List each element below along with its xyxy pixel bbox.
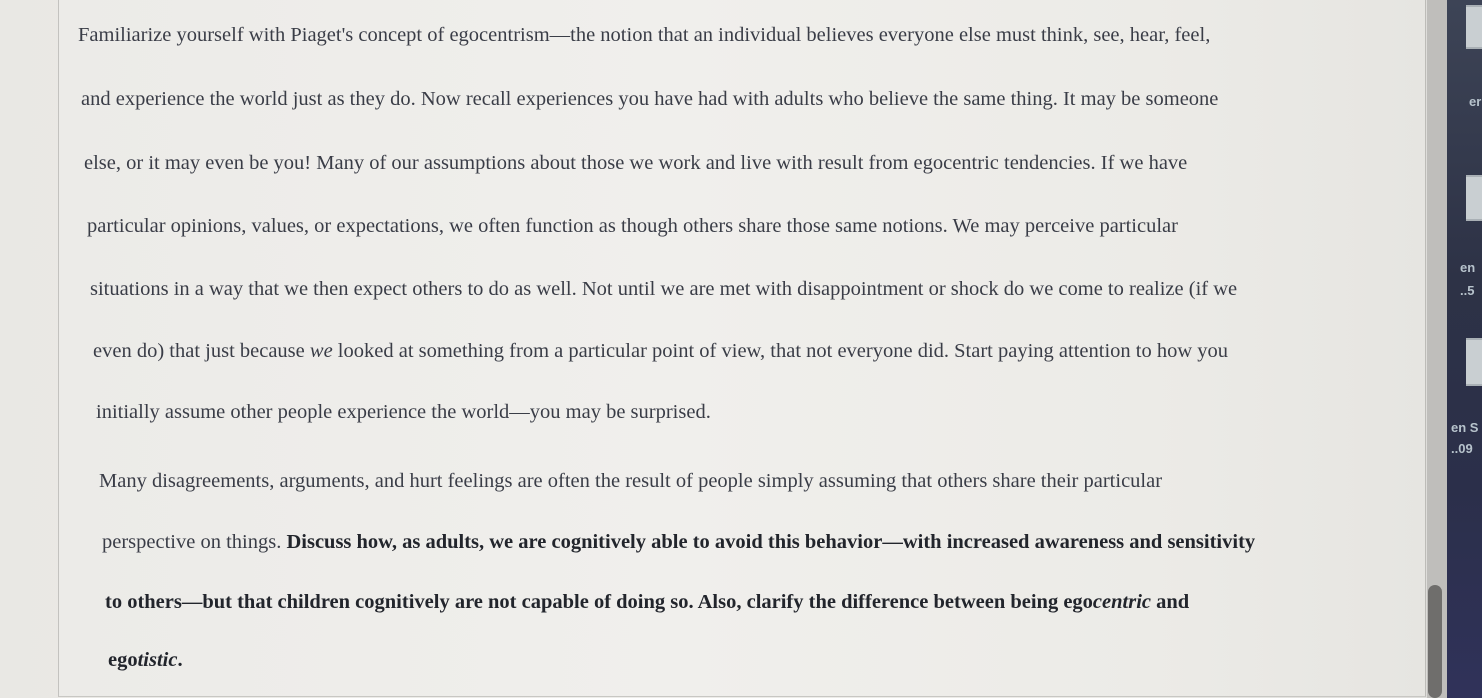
- scrollbar-thumb[interactable]: [1428, 585, 1442, 698]
- paragraph2-line3-bold: to others—but that children cognitively are not capable of doing so. Also, clarify the difference between being ego: [105, 591, 1093, 613]
- paragraph2-line1: Many disagreements, arguments, and hurt feelings are often the result of people simply assuming that others share their particular: [99, 470, 1163, 492]
- paragraph1-line4: particular opinions, values, or expectations, we often function as though others share those same notions. We may perceive particular: [87, 215, 1178, 237]
- paragraph2-line2: [102, 529, 1255, 555]
- taskbar-thumbnail-2[interactable]: [1466, 175, 1482, 221]
- paragraph2-line4-end: .: [177, 649, 183, 671]
- paragraph1-line1: Familiarize yourself with Piaget's concept of egocentrism—the notion that an individual believes everyone else must think, see, hear, feel,: [78, 24, 1211, 46]
- paragraph2-line2-bold: Discuss how, as adults, we are cognitively able to avoid this behavior—with increased awareness and sensitivity: [286, 531, 1256, 553]
- paragraph2-line4: [108, 647, 183, 673]
- paragraph1-line6-end: looked at something from a particular point of view, that not everyone did. Start paying attention to how you: [332, 340, 1229, 362]
- paragraph2-line3-italic: centric: [1092, 591, 1151, 613]
- paragraph2-line4-bold: ego: [108, 649, 138, 671]
- paragraph2-line3-end: and: [1151, 591, 1190, 613]
- taskbar-thumbnail-3[interactable]: [1466, 338, 1482, 386]
- paragraph2-line2-start: perspective on things.: [102, 531, 287, 553]
- taskbar-label-2: en: [1460, 260, 1476, 275]
- taskbar-label-5: ..09: [1451, 441, 1473, 456]
- paragraph1-line7: initially assume other people experience the world—you may be surprised.: [96, 401, 711, 423]
- paragraph1-line3: else, or it may even be you! Many of our assumptions about those we work and live with result from egocentric tendencies. If we have: [84, 152, 1188, 174]
- taskbar-label-4: en S: [1451, 420, 1479, 435]
- paragraph1-line6-emphasis: we: [309, 340, 333, 362]
- paragraph1-line6-start: even do) that just because: [93, 340, 310, 362]
- paragraph1-line5: situations in a way that we then expect others to do as well. Not until we are met with disappointment or shock do we come to realize (if we: [90, 278, 1238, 300]
- taskbar-thumbnail-1[interactable]: [1466, 5, 1482, 49]
- paragraph1-line2: and experience the world just as they do. Now recall experiences you have had with adults who believe the same thing. It may be someone: [81, 88, 1219, 110]
- taskbar-label-3: ..5: [1460, 283, 1475, 298]
- paragraph2-line4-italic: tistic: [137, 649, 178, 671]
- paragraph1-line6: [93, 338, 1228, 364]
- paragraph2-line3: [105, 589, 1189, 615]
- taskbar-label-1: er: [1469, 94, 1482, 109]
